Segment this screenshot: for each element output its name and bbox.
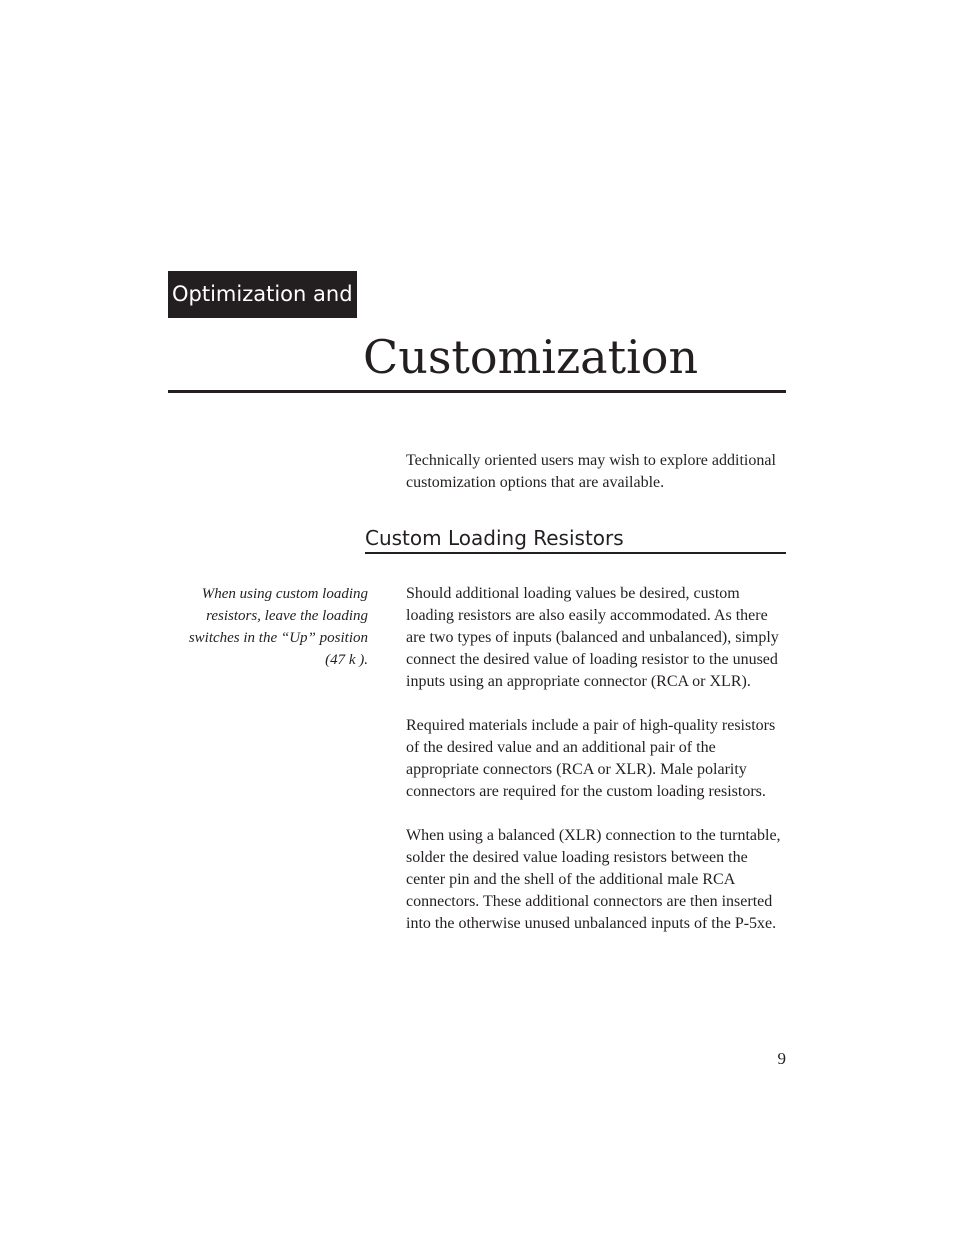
body-paragraph: Required materials include a pair of high-quality resistors of the desired value and an additional pair of the appropriate connectors (RCA or XLR). Male polarity connectors are required for the custom loading resistors.: [406, 717, 776, 800]
section-rule: [365, 552, 786, 554]
page-number: 9: [777, 1049, 786, 1068]
margin-note: When using custom loading resistors, leave the loading switches in the “Up” position (47 k ).: [188, 586, 368, 668]
body-paragraph: Should additional loading values be desired, custom loading resistors are also easily accommodated. As there are two types of inputs (balanced and unbalanced), simply connect the desired value of loading resistor to the unused inputs using an appropriate connector (RCA or XLR).: [406, 585, 779, 690]
section-heading: Custom Loading Resistors: [365, 526, 624, 550]
chapter-label: Optimization and: [168, 271, 357, 318]
body-paragraph: When using a balanced (XLR) connection to the turntable, solder the desired value loading resistors between the center pin and the shell of the additional male RCA connectors. These additional connectors are then inserted into the otherwise unused unbalanced inputs of the P-5xe.: [406, 827, 781, 932]
title-rule: [168, 390, 786, 393]
section-body: [406, 583, 790, 957]
intro-paragraph: Technically oriented users may wish to explore additional customization options that are available.: [406, 452, 776, 491]
chapter-title: Customization: [363, 330, 699, 384]
